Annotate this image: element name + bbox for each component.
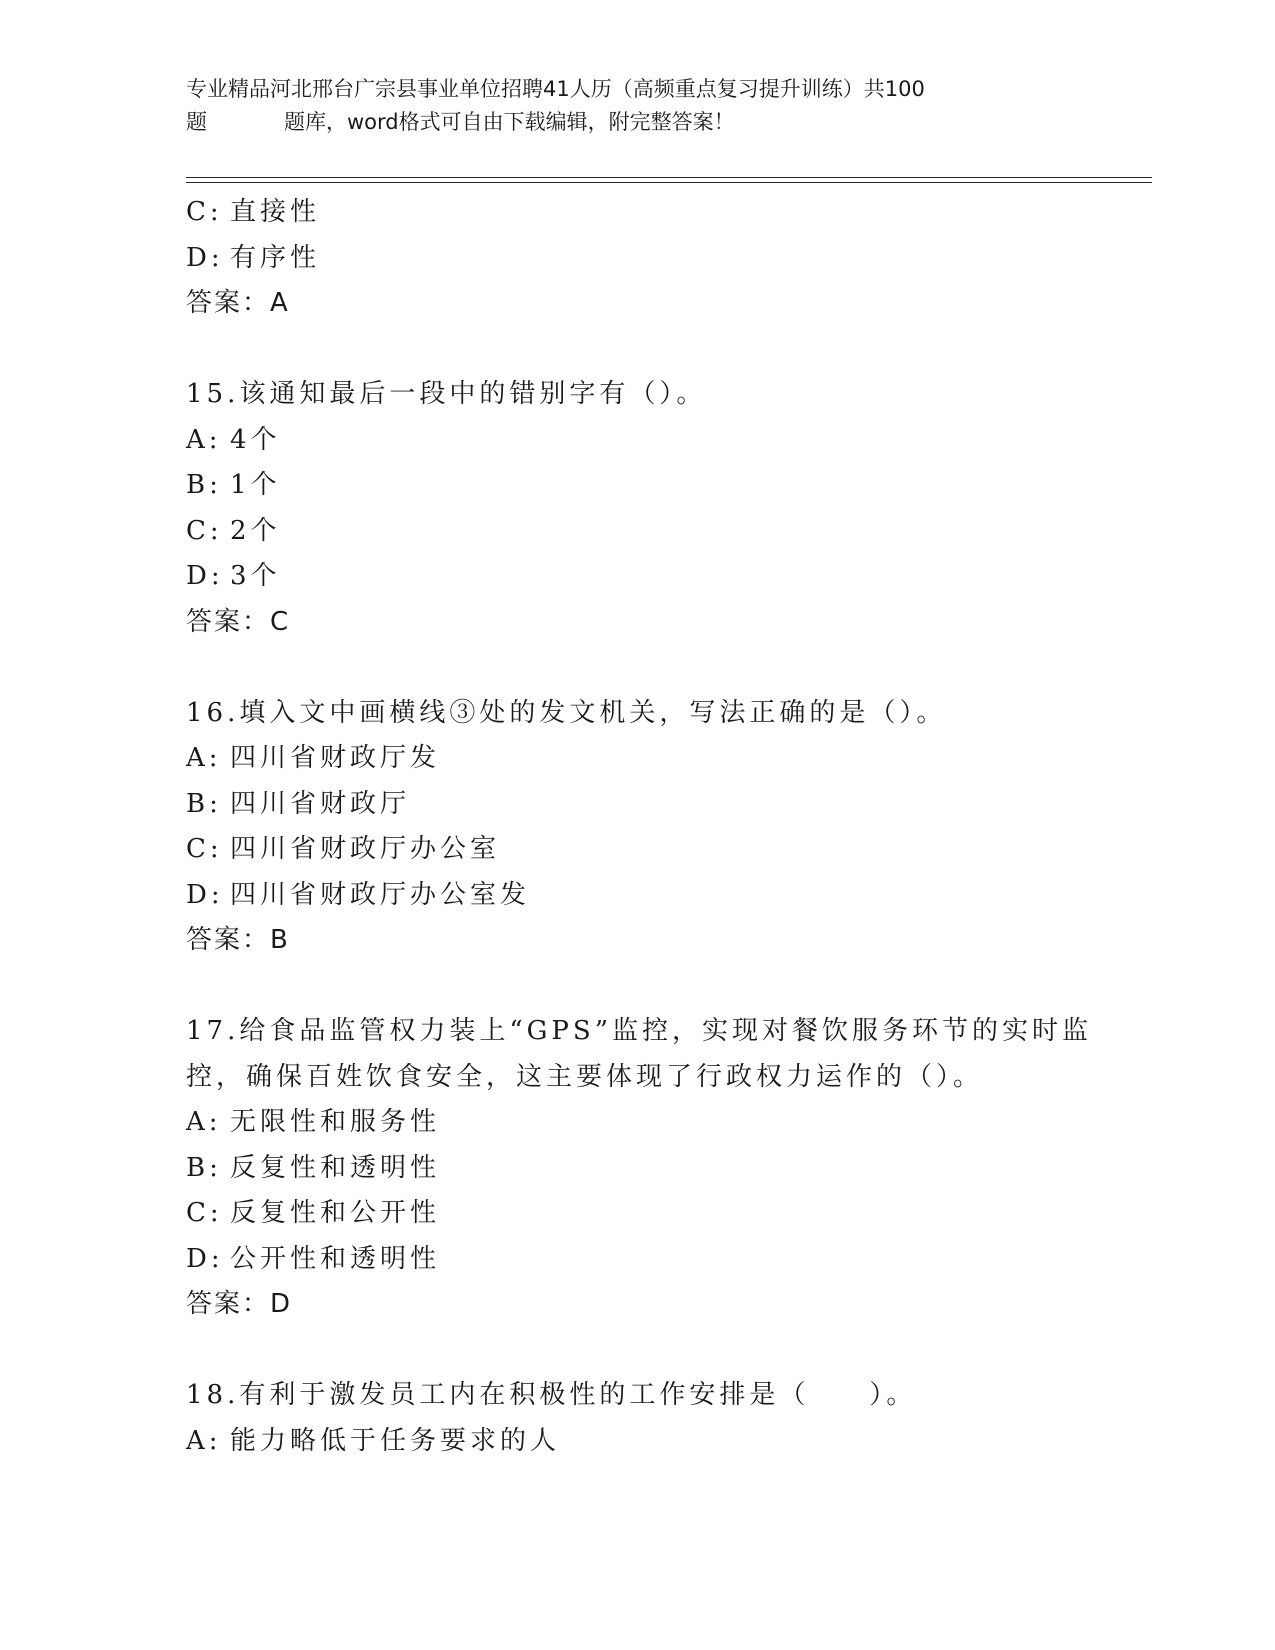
question-stem-continued: 控，确保百姓饮食安全，这主要体现了行政权力运作的（）。 bbox=[186, 1061, 984, 1092]
option-line bbox=[186, 736, 1086, 782]
question-stem: 17.给食品监管权力装上“GPS”监控，实现对餐饮服务环节的实时监 bbox=[186, 1016, 1093, 1046]
blank-line bbox=[186, 327, 1086, 373]
option-key: A: bbox=[186, 1107, 222, 1137]
blank-line bbox=[186, 964, 1086, 1010]
answer-line: 答案：B bbox=[186, 925, 290, 955]
option-text: 四川省财政厅办公室 bbox=[230, 834, 501, 864]
option-key: B: bbox=[186, 1152, 222, 1183]
header-title-fragment: 题 bbox=[186, 110, 207, 134]
option-line bbox=[186, 1419, 1086, 1465]
option-text: 反复性和透明性 bbox=[230, 1152, 441, 1183]
answer-line: 答案：D bbox=[186, 1289, 293, 1319]
blank-line bbox=[186, 1328, 1086, 1374]
option-text: 无限性和服务性 bbox=[230, 1107, 441, 1137]
option-text: 能力略低于任务要求的人 bbox=[230, 1425, 561, 1456]
option-line bbox=[186, 418, 1086, 464]
option-text: 2个 bbox=[230, 515, 281, 546]
option-key: A: bbox=[186, 743, 222, 773]
option-key: D: bbox=[186, 1243, 224, 1274]
question-stem: 15.该通知最后一段中的错别字有（）。 bbox=[186, 379, 707, 409]
option-key: D: bbox=[186, 242, 224, 273]
option-key: C: bbox=[186, 197, 223, 227]
header-rule-bottom bbox=[186, 182, 1152, 183]
option-key: D: bbox=[186, 561, 224, 591]
option-line bbox=[186, 554, 1086, 600]
option-key: B: bbox=[186, 788, 222, 819]
option-line bbox=[186, 190, 1086, 236]
option-text: 四川省财政厅 bbox=[230, 788, 411, 819]
option-text: 公开性和透明性 bbox=[230, 1243, 441, 1274]
option-key: C: bbox=[186, 515, 223, 546]
option-text: 3个 bbox=[230, 561, 281, 591]
answer-line: 答案：C bbox=[186, 606, 291, 637]
document-header bbox=[186, 73, 1066, 139]
option-line bbox=[186, 236, 1086, 282]
option-line bbox=[186, 827, 1086, 873]
blank-line bbox=[186, 645, 1086, 691]
option-line bbox=[186, 1100, 1086, 1146]
option-line bbox=[186, 782, 1086, 828]
option-text: 反复性和公开性 bbox=[230, 1198, 441, 1228]
question-list bbox=[186, 190, 1093, 1464]
header-gap bbox=[207, 106, 284, 139]
option-text: 四川省财政厅发 bbox=[230, 743, 441, 773]
option-line bbox=[186, 509, 1086, 555]
header-title-line-2 bbox=[186, 106, 1066, 139]
option-line bbox=[186, 463, 1086, 509]
option-key: C: bbox=[186, 1198, 223, 1228]
option-text: 直接性 bbox=[230, 197, 321, 227]
option-line bbox=[186, 873, 1086, 919]
question-stem: 16.填入文中画横线③处的发文机关，写法正确的是（）。 bbox=[186, 697, 947, 728]
option-key: A: bbox=[186, 424, 222, 455]
option-line bbox=[186, 1191, 1086, 1237]
header-rule-top bbox=[186, 177, 1152, 178]
header-title-line-1: 专业精品河北邢台广宗县事业单位招聘41人历（高频重点复习提升训练）共100 bbox=[186, 77, 925, 101]
header-title-subtitle: 题库，word格式可自由下载编辑，附完整答案！ bbox=[284, 110, 735, 134]
answer-line: 答案：A bbox=[186, 288, 290, 318]
option-text: 有序性 bbox=[230, 242, 321, 273]
option-line bbox=[186, 1146, 1086, 1192]
question-stem: 18.有利于激发员工内在积极性的工作安排是（ ）。 bbox=[186, 1380, 917, 1410]
option-line bbox=[186, 1237, 1086, 1283]
option-key: D: bbox=[186, 879, 224, 910]
option-key: C: bbox=[186, 834, 223, 864]
option-text: 四川省财政厅办公室发 bbox=[230, 879, 531, 910]
option-key: A: bbox=[186, 1425, 222, 1456]
option-text: 1个 bbox=[230, 470, 281, 500]
option-text: 4个 bbox=[230, 424, 281, 455]
option-key: B: bbox=[186, 470, 222, 500]
